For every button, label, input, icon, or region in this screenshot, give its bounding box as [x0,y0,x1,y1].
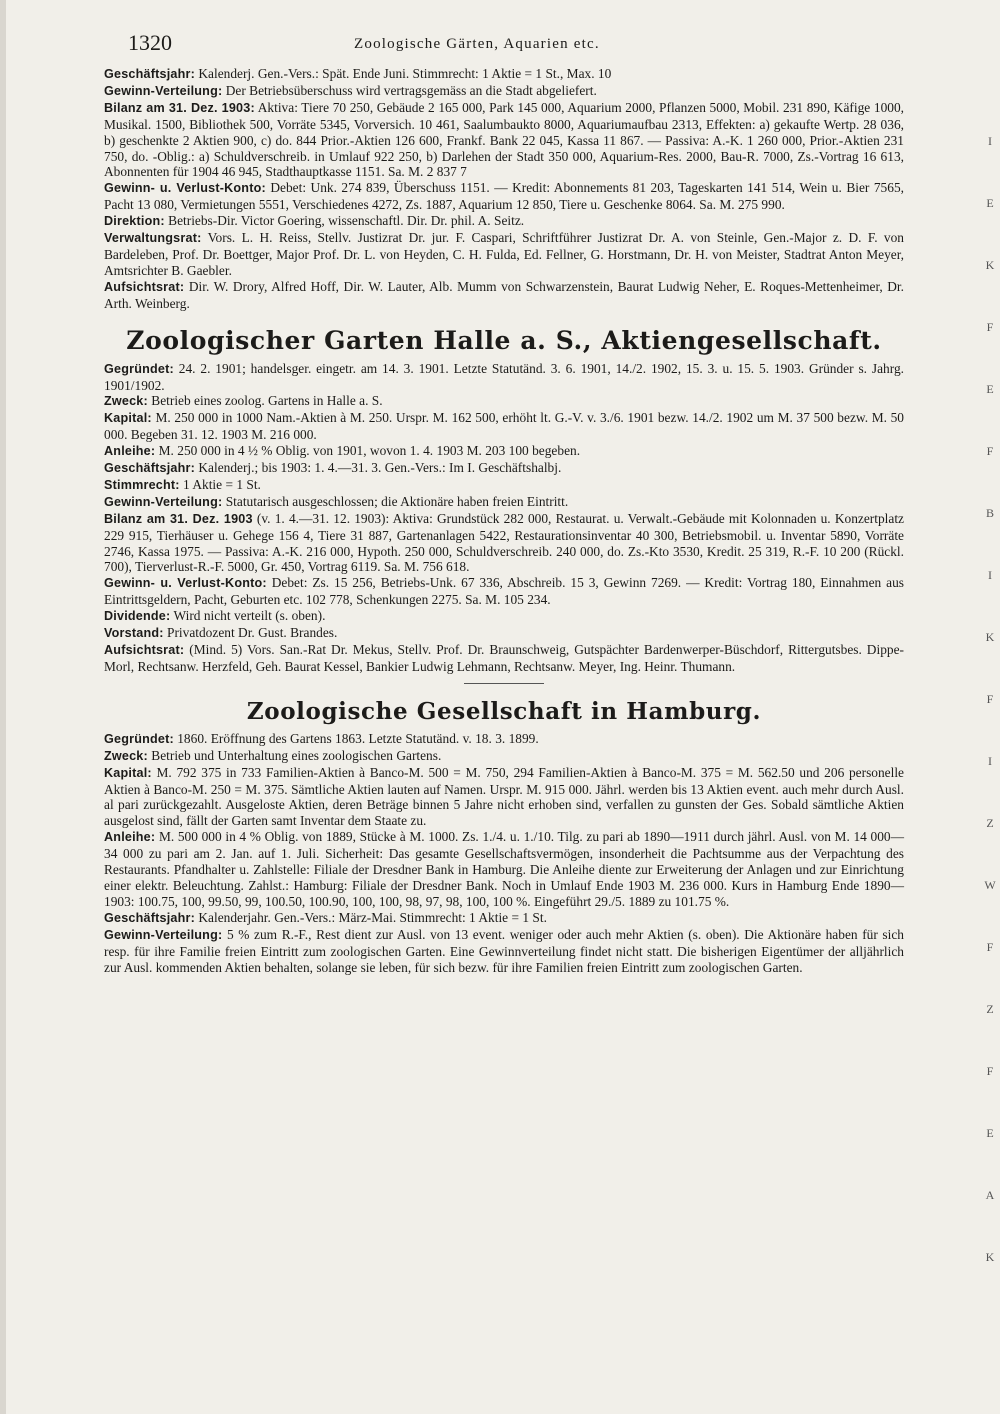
entry-label: Gewinn-Verteilung: [104,83,223,98]
entry-text: M. 250 000 in 4 ½ % Oblig. von 1901, wovon 1. 4. 1903 M. 203 100 begeben. [158,443,581,459]
page-header [104,30,904,66]
entry-text: M. 250 000 in 1000 Nam.-Aktien à M. 250. Urspr. M. 162 500, erhöht lt. G.-V. v. 3./6. 1901 bezw. 14./2. 1902 um M. 37 500 bezw. M. 50 000. Begeben 31. 12. 1903 M. 216 000. [104,410,904,443]
entry-label: Gegründet: [104,361,174,376]
margin-letter: Z [986,816,994,830]
entry-paragraph [104,625,904,642]
margin-letter: F [986,692,994,706]
margin-letter: A [985,1188,995,1202]
scan-edge [0,0,6,1414]
entry-label: Zweck: [104,748,148,763]
margin-letter: K [985,630,995,644]
entry-text: Betriebs-Dir. Victor Goering, wissenschaftl. Dir. Dr. phil. A. Seitz. [168,213,525,229]
entry-text: (v. 1. 4.—31. 12. 1903): Aktiva: Grundstück 282 000, Restaurat. u. Verwalt.-Gebäude mit Kolonnaden u. Konzertplatz 229 915, Tierhäuser u. Gehege 156 4, Tiere 31 887, Gartenanlagen 5422, Restaurationsinventar 40 300, Betriebsmobil. u. Inventar 5890, Vorräte 2746, Kassa 1975. — Passiva: A.-K. 216 000, Hypoth. 250 000, Schuldverschreib. 240 000, do. Zs.-Kto 3530, Kredit. 25 319, R.-F. 10 200 (Rückl. 700), Tierverlust-R.-F. 5000, Gr. 450, Vortrag 6119. Sa. M. 756 618. [104,510,904,575]
entry-text: Debet: Zs. 15 256, Betriebs-Unk. 67 336, Abschreib. 15 3, Gewinn 7269. — Kredit: Vortrag 180, Einnahmen aus Eintrittsgeldern, Pacht, Geburten etc. 102 778, Schenkungen 2275. Sa. M. 105 234. [104,575,904,608]
entry-label: Aufsichtsrat: [104,279,185,294]
margin-letter: I [988,568,992,582]
entry-label: Gewinn-Verteilung: [104,494,223,509]
entry-text: Betrieb und Unterhaltung eines zoologischen Gartens. [151,747,442,763]
entry-label: Kapital: [104,411,152,426]
entry-text: Kalenderj.; bis 1903: 1. 4.—31. 3. Gen.-Vers.: Im I. Geschäftshalbj. [198,460,562,476]
entry-text: Aktiva: Tiere 70 250, Gebäude 2 165 000, Park 145 000, Aquarium 2000, Pflanzen 5000, Mobil. 231 890, Käfige 1000, Musikal. 1500, Bibliothek 500, Vorräte 5345, Vorversich. 10 461, Saalumbaukto 8000, Aquariumaufbau 2313, Effekten: a) gekaufte Wertp. 28 036, b) geschenkte 2 Aktien 900, c) do. 844 Prior.-Aktien 126 600, Frankf. Bank 22 045, Kassa 11 867. — Passiva: A.-K. 1 260 000, Prior.-Aktien 231 750, do. -Oblig.: a) Schuldverschreib. in Umlauf 922 250, b) Darlehen der Stadt 350 000, Aquarium-Res. 2000, Bau-R. 7000, Zs.-Vortrag 16 613, Abonnenten für 1904 46 945, Stadthauptkasse 1151. Sa. M. 2 837 7 [104,99,905,180]
entry-text: Dir. W. Drory, Alfred Hoff, Dir. W. Lauter, Alb. Mumm von Schwarzenstein, Baurat Ludwig Neher, E. Roques-Mettenheimer, Dr. Arth. Weinberg. [104,278,904,311]
entry-text: M. 500 000 in 4 % Oblig. von 1889, Stücke à M. 1000. Zs. 1./4. u. 1./10. Tilg. zu pari ab 1890—1911 durch jährl. Ausl. von M. 14 000—34 000 zu pari am 2. Jan. auf 1. Juli. Sicherheit: Das gesamte Gesellschaftsvermögen, insonderheit die Pachtsumme aus der Verpachtung des Restaurants. Pfandhalter u. Zahlstelle: Filiale der Dresdner Bank in Hamburg. Die Anleihe diente zur Erweiterung der Anlagen und zur Einrichtung einer elektr. Beleuchtung. Zahlst.: Hamburg: Filiale der Dresdner Bank. Noch in Umlauf Ende 1903 M. 236 000. Kurs in Hamburg Ende 1890—1903: 100.75, 100, 99.50, 99, 100.50, 100.90, 100, 100, 98, 97, 98, 100, 100 %. Eingeführt 29./5. 1889 zu 101.75 %. [104,829,904,909]
entry-label: Anleihe: [104,830,156,845]
entry-text: Privatdozent Dr. Gust. Brandes. [167,625,338,641]
entry-paragraph [104,410,904,443]
entry-label: Verwaltungsrat: [104,231,202,246]
margin-letter: E [986,1126,994,1140]
margin-letter: I [988,134,992,148]
entry-paragraph [104,642,904,675]
entry-paragraph [104,443,904,460]
section-halle [104,361,904,675]
entry-label: Direktion: [104,214,165,229]
entry-paragraph [104,83,904,100]
entry-text: Wird nicht verteilt (s. oben). [173,608,326,624]
entry-text: Der Betriebsüberschuss wird vertragsgemäss an die Stadt abgeliefert. [225,82,597,98]
entry-paragraph [104,180,904,213]
entry-label: Dividende: [104,609,171,624]
company-title-halle: Zoologischer Garten Halle a. S., Aktiengesellschaft. [126,325,882,355]
entry-label: Geschäftsjahr: [104,461,195,476]
entry-label: Gewinn- u. Verlust-Konto: [104,576,267,591]
margin-letter: K [985,1250,995,1264]
entry-text: Debet: Unk. 274 839, Überschuss 1151. — Kredit: Abonnements 81 203, Tageskarten 141 514, Wein u. Bier 7565, Pacht 13 080, Vermietungen 5551, Verschiedenes 4272, Zs. 1887, Aquarium 12 850, Tiere u. Geschenke 8064. Sa. M. 275 990. [104,180,904,213]
section-divider [464,683,544,684]
entry-label: Aufsichtsrat: [104,643,185,657]
entry-label: Geschäftsjahr: [104,910,195,925]
entry-label: Bilanz am 31. Dez. 1903: [104,100,255,115]
margin-letter: F [986,320,994,334]
entry-paragraph [104,910,904,927]
entry-paragraph [104,100,904,181]
margin-letter: K [985,258,995,272]
entry-text: Betrieb eines zoolog. Gartens in Halle a. S. [151,393,383,409]
margin-letter: F [986,444,994,458]
entry-text: (Mind. 5) Vors. San.-Rat Dr. Mekus, Stellv. Prof. Dr. Braunschweig, Gutspächter Bardenwerper-Büschdorf, Rittergutsbes. Dippe-Morl, Rechtsanw. Herzfeld, Geh. Baurat Kessel, Bankier Ludwig Lehmann, Rechtsanw. Meyer, Ing. Heinr. Thumann. [104,642,904,674]
entry-paragraph [104,460,904,477]
entry-paragraph [104,494,904,511]
company-title-hamburg: Zoologische Gesellschaft in Hamburg. [246,697,762,725]
entry-paragraph [104,748,904,765]
running-head: Zoologische Gärten, Aquarien etc. [354,36,600,52]
margin-letter: W [984,878,996,892]
entry-label: Bilanz am 31. Dez. 1903 [104,511,253,526]
section-hamburg [104,731,904,976]
section-frankfurt-continued [104,66,904,312]
entry-label: Geschäftsjahr: [104,67,195,81]
entry-label: Anleihe: [104,444,156,459]
entry-paragraph [104,361,904,394]
entry-label: Stimmrecht: [104,477,180,492]
entry-label: Zweck: [104,394,148,409]
margin-letter: F [986,1064,994,1078]
margin-letter: Z [986,1002,994,1016]
entry-label: Gewinn- u. Verlust-Konto: [104,181,266,196]
entry-paragraph [104,393,904,410]
entry-text: Vors. L. H. Reiss, Stellv. Justizrat Dr. jur. F. Caspari, Schriftführer Justizrat Dr. A. von Steinle, Gen.-Major z. D. F. von Bardeleben, Prof. Dr. Boettger, Major Prof. Dr. L. von Heyden, C. H. Fulda, Ed. Fellner, G. Horstmann, Dr. H. von Meister, Stadtrat Anton Meyer, Amtsrichter B. Gaebler. [104,230,904,278]
right-margin-bleed [980,110,1000,1288]
entry-paragraph [104,731,904,748]
entry-text: 1 Aktie = 1 St. [183,476,261,492]
entry-text: 24. 2. 1901; handelsger. eingetr. am 14. 3. 1901. Letzte Statutänd. 3. 6. 1901, 14./2. 1902, 15. 3. u. 15. 5. 1903. Gründer s. Jahrg. 1901/1902. [104,360,904,393]
margin-letter: F [986,940,994,954]
entry-paragraph [104,279,904,312]
entry-paragraph [104,765,904,830]
entry-text: Kalenderj. Gen.-Vers.: Spät. Ende Juni. Stimmrecht: 1 Aktie = 1 St., Max. 10 [198,66,612,81]
entry-paragraph [104,927,904,976]
entry-text: Kalenderjahr. Gen.-Vers.: März-Mai. Stimmrecht: 1 Aktie = 1 St. [198,909,547,925]
entry-paragraph [104,477,904,494]
entry-text: M. 792 375 in 733 Familien-Aktien à Banco-M. 500 = M. 750, 294 Familien-Aktien à Banco-M. 375 = M. 562.50 und 206 personelle Aktien à Banco-M. 250 = M. 375. Sämtliche Aktien lauten auf Namen. Urspr. M. 915 000. Jährl. werden bis 13 Aktien event. auch mehr durch Ausl. al pari zurückgezahlt. Ausgeloste Aktien, deren Beträge binnen 5 Jahre nicht erhoben sind, verfallen zu gunsten der Ges. Sobald sämtliche Aktien ausgelost sind, fällt der Garten samt Inventar dem Staate zu. [104,764,905,829]
entry-text: 1860. Eröffnung des Gartens 1863. Letzte Statutänd. v. 18. 3. 1899. [177,730,539,746]
entry-label: Vorstand: [104,626,164,641]
entry-paragraph [104,511,904,576]
entry-paragraph [104,213,904,230]
entry-paragraph [104,608,904,625]
entry-label: Gegründet: [104,731,174,746]
entry-text: 5 % zum R.-F., Rest dient zur Ausl. von 13 event. weniger oder auch mehr Aktien (s. oben). Die Aktionäre haben für sich resp. für ihre Familie freien Eintritt zum zoologischen Garten. Eine Gewinnverteilung findet nicht statt. Die bisherigen Eigentümer der alljährlich zur Ausl. kommenden Aktien behalten, solange sie leben, für sich bezw. für ihre Familien freien Eintritt zum zoologischen Garten. [104,926,904,975]
margin-letter: B [985,506,994,520]
margin-letter: I [988,754,992,768]
margin-letter: E [986,196,994,210]
entry-label: Gewinn-Verteilung: [104,927,223,942]
entry-paragraph [104,575,904,608]
entry-text: Statutarisch ausgeschlossen; die Aktionäre haben freien Eintritt. [225,493,569,509]
entry-paragraph [104,66,904,83]
entry-label: Kapital: [104,765,152,780]
margin-letter: E [986,382,994,396]
page-number: 1320 [128,30,172,55]
entry-paragraph [104,230,904,279]
entry-paragraph [104,829,904,910]
